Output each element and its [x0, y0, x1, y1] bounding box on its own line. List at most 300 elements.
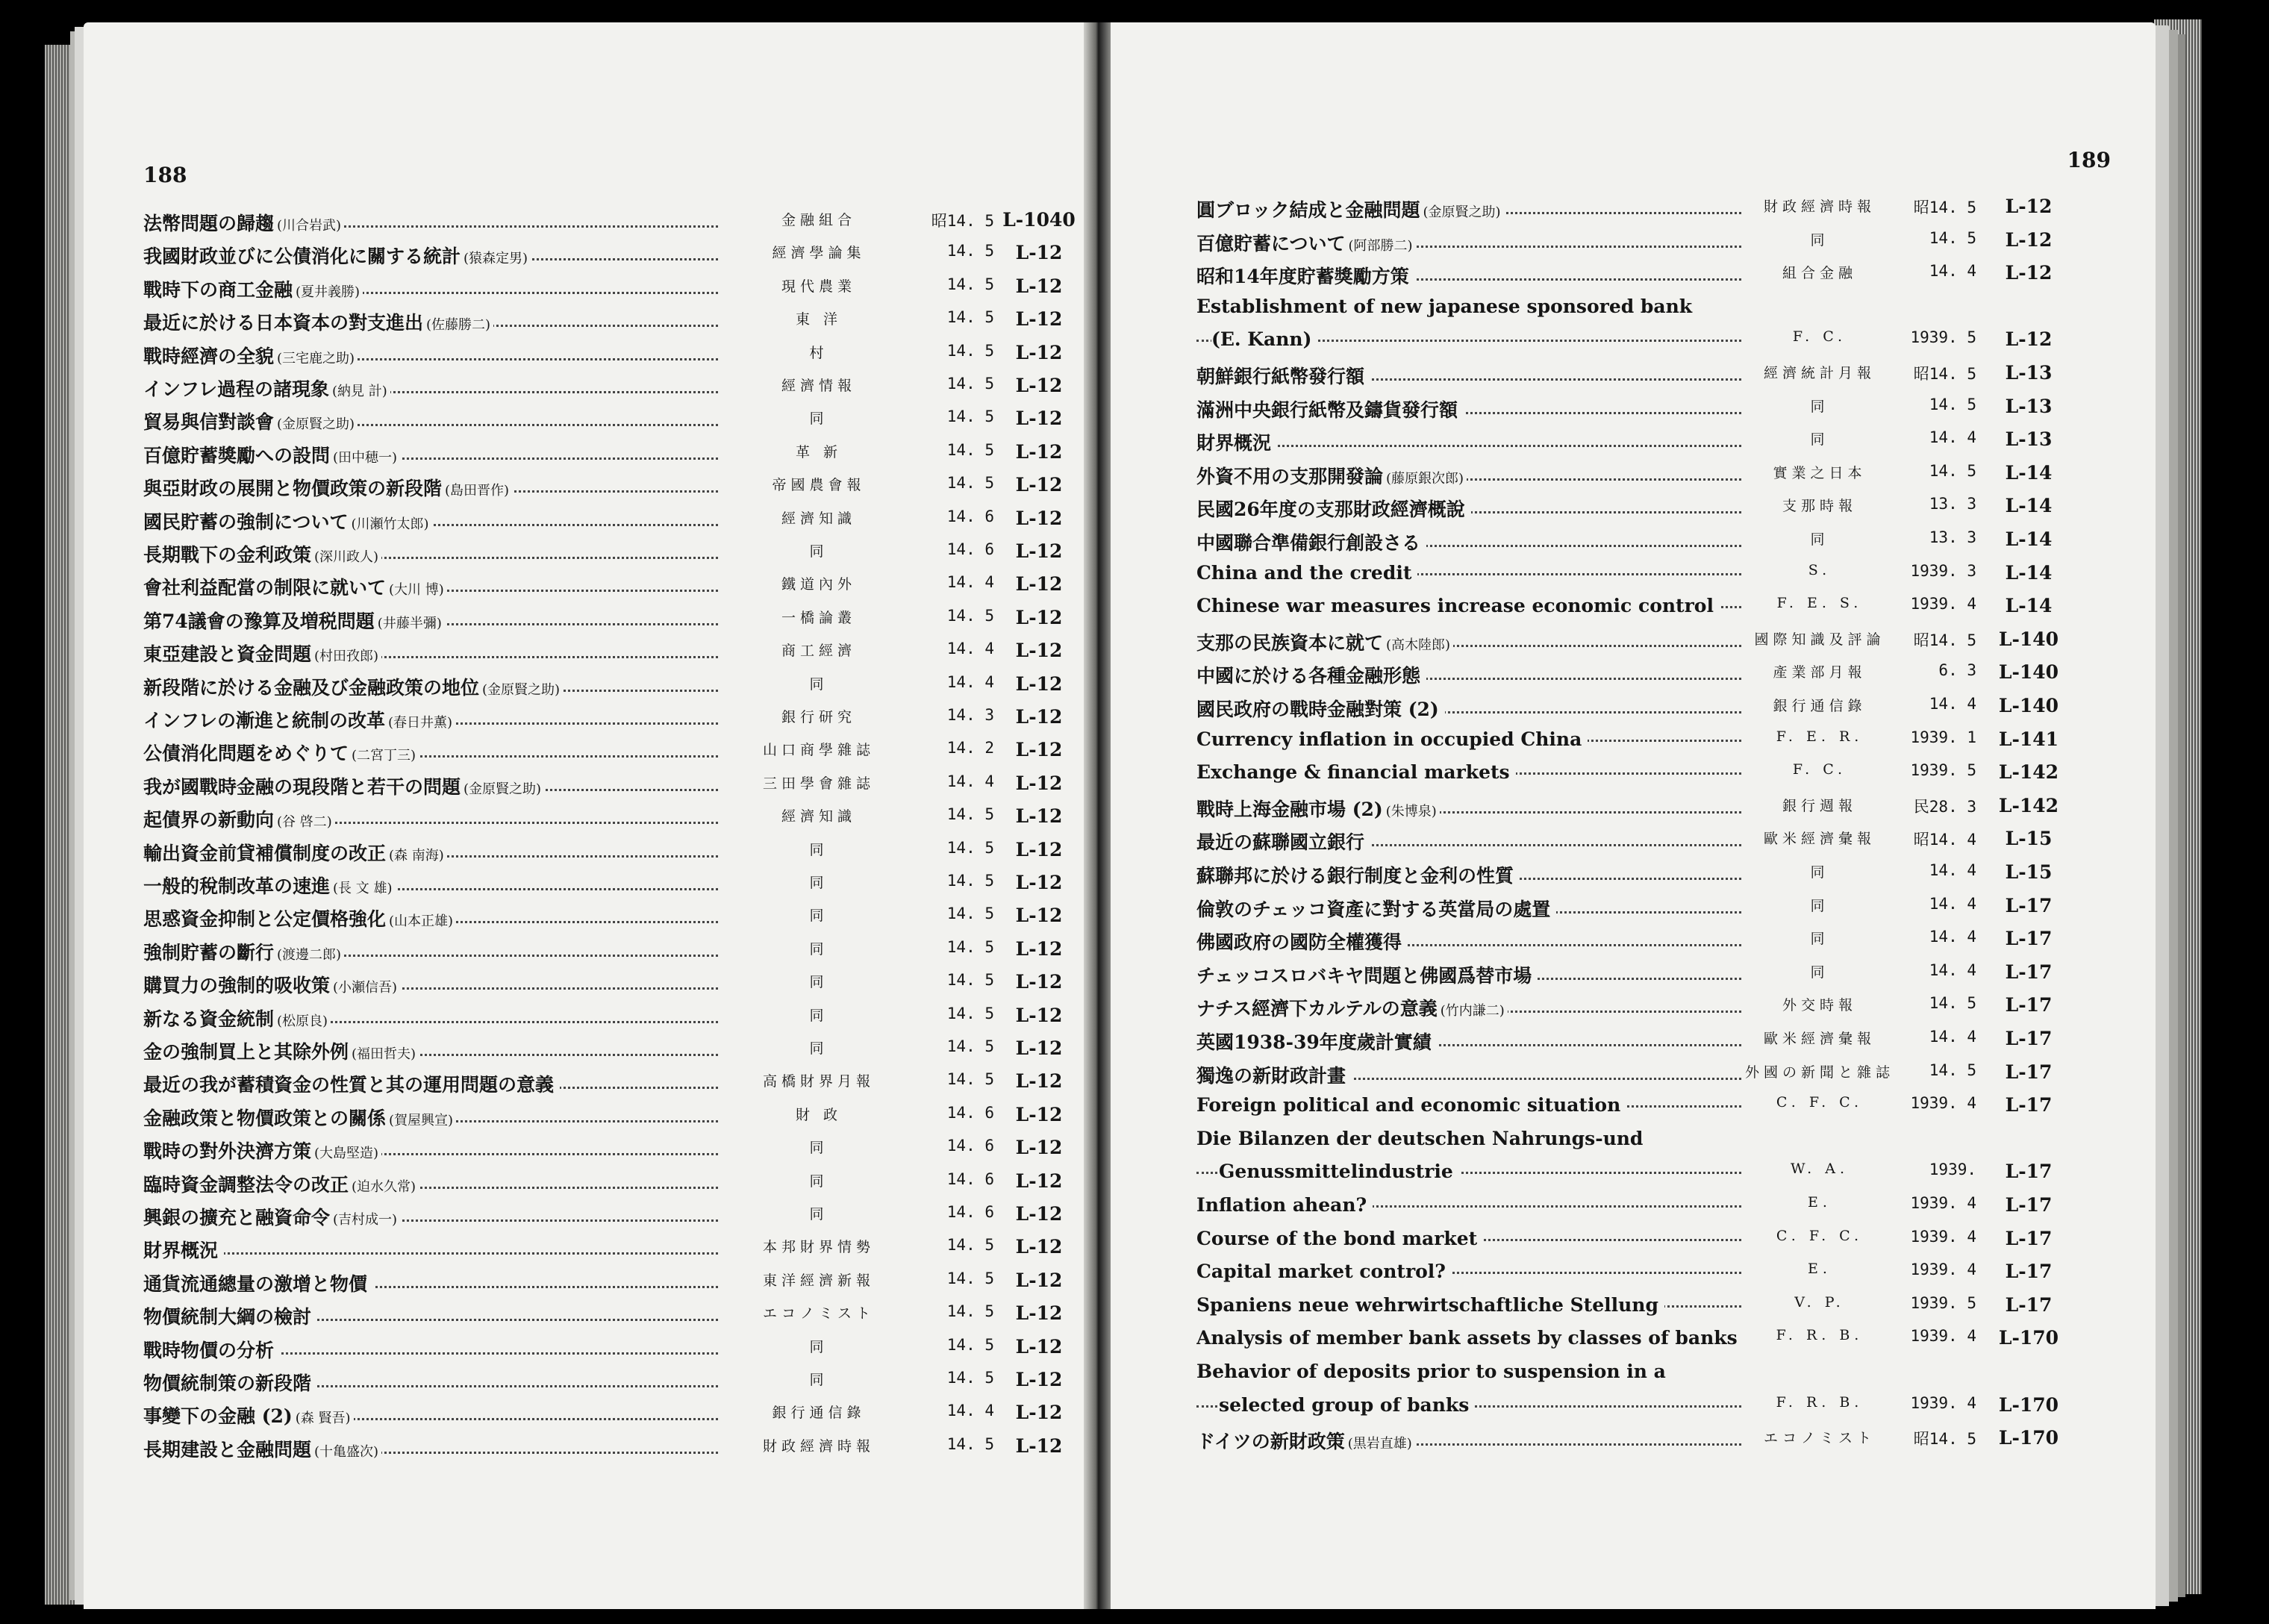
list-item: [84, 1070, 1084, 1103]
entry-date: 14. 4: [946, 640, 994, 658]
entry-call-number: L-12: [1015, 838, 1063, 861]
entry-title-cell: [143, 508, 718, 534]
entry-call-number: L-17: [2005, 1028, 2053, 1049]
entry-source: 同: [1810, 864, 1829, 881]
entry-title: 財界概況: [1196, 432, 1274, 454]
list-item: [84, 375, 1084, 407]
entry-source: 銀行通信錄: [772, 1405, 866, 1422]
entry-date: 14. 4: [946, 772, 994, 790]
list-item: [84, 739, 1084, 772]
entry-call-number: L-12: [1015, 275, 1063, 297]
entry-date: 14. 5: [946, 805, 994, 824]
entry-title: 百億貯蓄について: [1196, 233, 1349, 254]
entry-author: [1661, 1299, 1664, 1315]
entry-title: 金融政策と物價政策との關係: [143, 1108, 389, 1129]
entry-title: 戰時上海金融市場 (2): [1196, 799, 1386, 820]
list-item: [1111, 462, 2156, 495]
entry-date: 14. 5: [946, 1070, 994, 1089]
entry-title: Course of the bond market: [1196, 1228, 1480, 1249]
entry-author: (渡邊二郎): [277, 947, 344, 963]
list-item: [1111, 262, 2156, 295]
entry-call-number: L-17: [2005, 1161, 2053, 1183]
entry-title: 英國1938-39年度歲計實績: [1196, 1031, 1435, 1053]
entry-source: 外國の新聞と雜誌: [1744, 1064, 1894, 1081]
entry-source: 同: [809, 974, 828, 991]
entry-source: E.: [1808, 1261, 1832, 1278]
entry-title-cell: [143, 905, 718, 931]
entry-call-number: L-12: [1015, 573, 1063, 596]
entry-title-cell: [1196, 1228, 1741, 1249]
entry-title-cell: [1196, 528, 1741, 555]
entry-call-number: L-12: [1015, 308, 1063, 331]
entry-title: 第74議會の豫算及増税問題: [143, 610, 378, 632]
entry-author: [1553, 904, 1556, 919]
entry-source: 村: [809, 344, 828, 361]
entry-title: 貿易與信對談會: [143, 411, 277, 433]
entry-author: [1414, 567, 1417, 583]
list-item: [1111, 994, 2156, 1027]
entry-call-number: L-12: [1015, 1369, 1063, 1390]
entry-author: [1472, 1399, 1475, 1415]
entry-author: [314, 1378, 317, 1393]
list-item: [1111, 396, 2156, 428]
entry-author: (島田晋作): [445, 483, 512, 499]
list-item: [1111, 1427, 2156, 1460]
entry-source: 同: [809, 841, 828, 858]
entry-date: 14. 4: [1929, 928, 1976, 946]
entry-title-cell: [143, 375, 718, 402]
entry-title-cell: [1196, 229, 1741, 256]
entry-call-number: L-12: [1015, 905, 1063, 927]
list-item: [84, 508, 1084, 540]
list-item: [1111, 895, 2156, 928]
entry-date: 昭14. 4: [1913, 831, 1976, 849]
entry-call-number: L-14: [2005, 595, 2053, 617]
entry-title-cell: [1196, 1294, 1741, 1316]
entry-source: 同: [809, 940, 828, 958]
entry-call-number: L-13: [2005, 428, 2053, 451]
entry-title-cell: [1196, 296, 1741, 317]
list-item: [1111, 861, 2156, 894]
entry-date: 14. 4: [1929, 894, 1976, 913]
entry-source: 實業之日本: [1773, 464, 1867, 481]
entry-date: 14. 6: [946, 1169, 994, 1188]
entry-title: 佛國政府の國防全權獲得: [1196, 931, 1405, 953]
entry-title: 戰時經濟の全貌: [143, 346, 277, 367]
entry-date: 昭14. 5: [1913, 365, 1976, 383]
entry-date: 1939. 5: [1910, 328, 1976, 347]
entry-author: (小瀬信吾): [333, 980, 400, 996]
entry-date: 14. 6: [946, 507, 994, 525]
entry-title-cell: [143, 1435, 718, 1462]
entry-title-cell: [1196, 196, 1741, 222]
entry-title: インフレ過程の諸現象: [143, 378, 332, 400]
entry-date: 14. 3: [946, 706, 994, 724]
entry-date: 14. 5: [946, 308, 994, 327]
entry-date: 14. 5: [946, 838, 994, 857]
entry-title-cell: [143, 1070, 718, 1097]
entry-date: 14. 5: [946, 375, 994, 393]
entry-date: 14. 4: [1929, 695, 1976, 713]
entry-title-cell: [1196, 961, 1741, 988]
entry-author: (吉村成一): [333, 1212, 400, 1228]
entry-author: (賀屋興宣): [389, 1113, 456, 1128]
entry-call-number: L-12: [1015, 1103, 1063, 1125]
list-item: [1111, 728, 2156, 761]
entry-call-number: L-17: [2005, 1061, 2053, 1083]
list-item: [84, 342, 1084, 375]
entry-title-cell: [143, 640, 718, 666]
list-item: [1111, 961, 2156, 994]
entry-date: 1939. 4: [1910, 1327, 1976, 1346]
entry-title-cell: [1196, 1128, 1741, 1149]
entry-call-number: L-17: [2005, 994, 2053, 1016]
entry-date: 昭14. 5: [931, 212, 994, 230]
page-number: 189: [2067, 148, 2111, 172]
list-item: [84, 1302, 1084, 1335]
entry-title: 物價統制大綱の檢討: [143, 1306, 314, 1328]
list-item: [84, 540, 1084, 573]
entry-author: [1314, 334, 1317, 349]
list-item: [1111, 495, 2156, 528]
entry-date: 昭14. 5: [1913, 199, 1976, 216]
list-item: [84, 706, 1084, 739]
entry-date: 1939.: [1929, 1161, 1976, 1179]
entry-call-number: L-14: [2005, 461, 2053, 484]
entry-call-number: L-12: [2005, 196, 2053, 217]
list-item: [84, 1402, 1084, 1434]
list-item: [1111, 328, 2156, 361]
entry-title-cell: [143, 673, 718, 700]
entry-author: (夏井義勝): [296, 284, 363, 300]
entry-title-cell: [1196, 1028, 1741, 1055]
entry-call-number: L-17: [2005, 1293, 2053, 1316]
entry-source: 革 新: [795, 443, 843, 460]
entry-title: 民國26年度の支那財政經濟概說: [1196, 499, 1468, 520]
entry-author: [1449, 1266, 1452, 1281]
entry-author: (三宅鹿之助): [277, 351, 358, 366]
list-item: [84, 1005, 1084, 1037]
entry-title: 金の強制買上と其除外例: [143, 1041, 352, 1063]
entry-title: Capital market control?: [1196, 1261, 1449, 1282]
list-item: [1111, 1061, 2156, 1094]
entry-title: 滿洲中央銀行紙幣及鑄貨發行額: [1196, 399, 1461, 421]
entry-date: 14. 5: [946, 407, 994, 426]
entry-call-number: L-12: [1015, 971, 1063, 993]
list-item: [1111, 1094, 2156, 1127]
entry-author: [1274, 437, 1277, 453]
entry-date: 14. 5: [946, 474, 994, 493]
entry-title-cell: [1196, 661, 1741, 688]
entry-title: 會社利益配當の制限に就いて: [143, 577, 389, 599]
entry-title-cell: [143, 1170, 718, 1197]
entry-date: 14. 5: [946, 1434, 994, 1453]
entry-source: 經濟學論集: [772, 245, 866, 262]
entry-source: 同: [1810, 231, 1829, 249]
entry-author: (阿部勝二): [1349, 238, 1416, 254]
entry-title-cell: [143, 407, 718, 434]
entry-title-cell: [143, 540, 718, 567]
entry-call-number: L-12: [1015, 1236, 1063, 1258]
entry-title: 物價統制策の新段階: [143, 1372, 314, 1394]
entry-date: 1939. 5: [1910, 1293, 1976, 1312]
entry-source: F. E. R.: [1776, 728, 1864, 745]
entry-title: 事變下の金融 (2): [143, 1405, 296, 1427]
entry-date: 14. 5: [946, 440, 994, 459]
entry-source: 組合金融: [1782, 265, 1857, 282]
entry-call-number: L-17: [2005, 894, 2053, 916]
entry-title: Establishment of new japanese sponsored bank: [1196, 296, 1695, 317]
entry-title-cell: [1196, 728, 1741, 750]
page-stack-left: [45, 45, 85, 1605]
page-stack-right: [2154, 19, 2202, 1594]
entry-title: Analysis of member bank assets by classes of banks: [1196, 1327, 1741, 1349]
entry-date: 14. 6: [946, 1103, 994, 1122]
entry-source: 產業部月報: [1773, 664, 1867, 681]
entry-author: (福田哲夫): [352, 1046, 419, 1062]
list-item: [84, 640, 1084, 672]
entry-title-cell: [143, 342, 718, 369]
entry-call-number: L-12: [1015, 474, 1063, 496]
entry-call-number: L-13: [2005, 362, 2053, 384]
entry-call-number: L-17: [2005, 1261, 2053, 1283]
entry-title: ナチス經濟下カルテルの意義: [1196, 998, 1441, 1019]
entry-date: 14. 5: [946, 1369, 994, 1387]
entry-source: E.: [1808, 1194, 1832, 1211]
entry-call-number: L-15: [2005, 861, 2053, 883]
entry-call-number: L-12: [1015, 540, 1063, 562]
entry-author: [1423, 537, 1426, 553]
entry-source: 銀行研究: [781, 709, 856, 725]
entry-title: 戰時下の商工金融: [143, 279, 296, 301]
entry-call-number: L-15: [2005, 828, 2053, 850]
entry-call-number: L-170: [1998, 1427, 2059, 1449]
list-item: [84, 872, 1084, 905]
list-item: [1111, 562, 2156, 595]
entry-author: (森 南海): [389, 848, 447, 863]
entry-date: 14. 5: [946, 1302, 994, 1321]
entry-source: 同: [809, 410, 828, 428]
entry-date: 1939. 5: [1910, 761, 1976, 780]
entry-author: (佐藤勝二): [426, 317, 493, 333]
entry-author: (金原賢之助): [464, 781, 544, 797]
list-item: [84, 242, 1084, 275]
entry-title-cell: [1196, 595, 1741, 616]
entry-date: 14. 4: [1929, 861, 1976, 879]
list-item: [84, 607, 1084, 640]
entry-title: 獨逸の新財政計畫: [1196, 1065, 1349, 1087]
entry-title-cell: [143, 441, 718, 468]
entry-source: 財政經濟時報: [1763, 199, 1876, 215]
entry-source: 高橋財界月報: [762, 1073, 875, 1090]
entry-title-cell: [1196, 895, 1741, 922]
list-item: [1111, 1228, 2156, 1261]
entry-author: (谷 啓二): [277, 814, 335, 830]
entry-title: 蘇聯邦に於ける銀行制度と金利の性質: [1196, 865, 1517, 887]
entry-author: [1367, 837, 1370, 852]
entry-source: 同: [809, 543, 828, 560]
entry-author: (猿森定男): [464, 251, 531, 266]
entry-author: (迫水久常): [352, 1179, 419, 1195]
list-item: [1111, 296, 2156, 328]
entry-date: 6. 3: [1938, 661, 1976, 680]
entry-title: 最近の我が蓄積資金の性質と其の運用問題の意義: [143, 1074, 557, 1096]
entry-title-cell: [1196, 495, 1741, 522]
entry-title: ドイツの新財政策: [1196, 1431, 1348, 1452]
entry-author: [1535, 970, 1538, 986]
entry-title-cell: [143, 739, 718, 766]
entry-title: 昭和14年度貯蓄獎勵方策: [1196, 266, 1412, 287]
entry-title: 最近に於ける日本資本の對支進出: [143, 312, 426, 334]
entry-title: 通貨流通總量の激增と物價: [143, 1273, 370, 1295]
entry-call-number: L-142: [1998, 794, 2059, 816]
entry-title: 長期戰下の金利政策: [143, 544, 314, 566]
entry-source: F. C.: [1792, 328, 1847, 346]
entry-title-cell: [1196, 795, 1741, 822]
entry-date: 1939. 4: [1910, 1393, 1976, 1412]
entry-author: (高木陸郎): [1386, 637, 1453, 653]
entry-author: [1370, 1199, 1373, 1215]
list-item: [1111, 196, 2156, 228]
entry-author: (山本正雄): [389, 914, 456, 929]
entry-author: [1423, 670, 1426, 686]
entry-date: 14. 5: [1929, 395, 1976, 413]
entry-author: (春日井薫): [388, 715, 455, 731]
entry-author: [1646, 1133, 1649, 1149]
entry-title: 中國聯合準備銀行創設さる: [1196, 532, 1423, 554]
entry-title-cell: [1196, 328, 1741, 350]
entry-author: (黒岩直雄): [1348, 1436, 1415, 1452]
entry-title: 輸出資金前貸補償制度の改正: [143, 843, 389, 864]
entry-call-number: L-12: [1015, 640, 1063, 662]
entry-author: [1456, 1166, 1459, 1181]
entry-author: (二宮丁三): [352, 748, 419, 763]
entry-title: Currency inflation in occupied China: [1196, 728, 1585, 750]
entry-date: 1939. 4: [1910, 1094, 1976, 1113]
entry-call-number: L-12: [1015, 739, 1063, 761]
entry-title-cell: [143, 209, 718, 236]
entry-source: 同: [1810, 431, 1829, 449]
entry-date: 14. 5: [946, 1037, 994, 1055]
list-item: [84, 441, 1084, 474]
entry-author: (森 賢吾): [296, 1411, 354, 1426]
list-item: [1111, 661, 2156, 694]
entry-title-cell: [143, 474, 718, 501]
entry-author: (大川 博): [389, 582, 447, 598]
entry-call-number: L-12: [1015, 507, 1063, 529]
entry-source: 同: [809, 1338, 828, 1355]
entry-author: (納見 計): [332, 384, 390, 399]
list-item: [84, 474, 1084, 507]
entry-title: 公債消化問題をめぐりて: [143, 743, 352, 764]
list-item: [84, 1269, 1084, 1302]
list-item: [1111, 1128, 2156, 1161]
list-item: [1111, 1361, 2156, 1393]
entry-title: China and the credit: [1196, 562, 1414, 584]
entry-title: 支那の民族資本に就て: [1196, 632, 1386, 654]
entry-source: 東 洋: [795, 311, 843, 328]
entry-call-number: L-12: [1015, 440, 1063, 463]
list-item: [1111, 1261, 2156, 1293]
entry-source: 同: [809, 675, 828, 693]
entry-source: 經濟知識: [781, 808, 856, 825]
entry-source: S.: [1808, 561, 1832, 578]
entry-source: C. F. C.: [1776, 1227, 1864, 1244]
entry-date: 14. 4: [946, 672, 994, 691]
entry-source: 三田學會雜誌: [762, 775, 875, 792]
entry-author: (十亀盛次): [314, 1444, 381, 1460]
entry-title-cell: [143, 706, 718, 733]
entry-title: 國民貯蓄の強制について: [143, 511, 352, 533]
list-item: [1111, 1161, 2156, 1193]
list-item: [84, 209, 1084, 242]
entry-title-cell: [1196, 262, 1741, 289]
entry-source: 銀行週報: [1782, 797, 1857, 814]
list-item: [1111, 1294, 2156, 1327]
entry-title: 一般的稅制改革の速進: [143, 875, 333, 897]
list-item: [84, 1369, 1084, 1402]
entry-date: 14. 5: [946, 1236, 994, 1255]
entry-source: 國際知識及評論: [1754, 631, 1885, 648]
entry-date: 14. 5: [1929, 228, 1976, 247]
entry-title: Die Bilanzen der deutschen Nahrungs-und: [1196, 1128, 1646, 1149]
entry-source: C. F. C.: [1776, 1094, 1864, 1111]
entry-call-number: L-170: [1998, 1393, 2059, 1416]
list-item: [1111, 229, 2156, 262]
entry-date: 14. 4: [946, 1402, 994, 1420]
entry-date: 14. 5: [946, 905, 994, 923]
entry-title-cell: [143, 1005, 718, 1031]
entry-title-cell: [143, 1236, 718, 1263]
entry-title-cell: [143, 573, 718, 600]
entry-title: (E. Kann): [1211, 328, 1314, 350]
entry-date: 昭14. 5: [1913, 631, 1976, 649]
entry-call-number: L-14: [2005, 495, 2053, 517]
entry-source: 金融組合: [781, 212, 856, 228]
entry-source: 外交時報: [1782, 997, 1857, 1014]
entry-author: (川合岩武): [277, 218, 344, 234]
entry-author: [1412, 271, 1415, 287]
entry-author: [1480, 1233, 1483, 1249]
entry-title-cell: [1196, 1061, 1741, 1088]
entry-author: (深川政人): [314, 549, 381, 565]
entry-source: F. C.: [1792, 761, 1847, 778]
entry-call-number: L-17: [2005, 1194, 2053, 1216]
entry-author: (井藤半彌): [378, 616, 445, 631]
entry-title-cell: [143, 1037, 718, 1064]
entry-title: インフレの漸進と統制の改革: [143, 710, 388, 731]
list-item: [84, 275, 1084, 308]
entry-call-number: L-17: [2005, 961, 2053, 983]
entry-title-cell: [1196, 828, 1741, 855]
entry-call-number: L-12: [1015, 1269, 1063, 1291]
entry-call-number: L-12: [1015, 805, 1063, 828]
entry-source: エコノミスト: [762, 1305, 875, 1322]
entry-title: Exchange & financial markets: [1196, 761, 1513, 783]
entry-title-cell: [1196, 994, 1741, 1021]
entry-source: 一橋論叢: [781, 609, 856, 626]
entry-call-number: L-12: [1015, 606, 1063, 628]
entry-author: (大島堅造): [314, 1146, 381, 1161]
entry-title-cell: [143, 275, 718, 302]
entry-date: 民28. 3: [1913, 797, 1976, 816]
entry-title: 戰時の對外決濟方策: [143, 1140, 314, 1162]
entry-title: 法幣問題の歸趨: [143, 213, 277, 234]
entry-source: 歐米經濟彙報: [1763, 1031, 1876, 1047]
entry-date: 14. 6: [946, 1137, 994, 1155]
entry-date: 14. 5: [946, 341, 994, 360]
entry-call-number: L-12: [1015, 672, 1063, 695]
